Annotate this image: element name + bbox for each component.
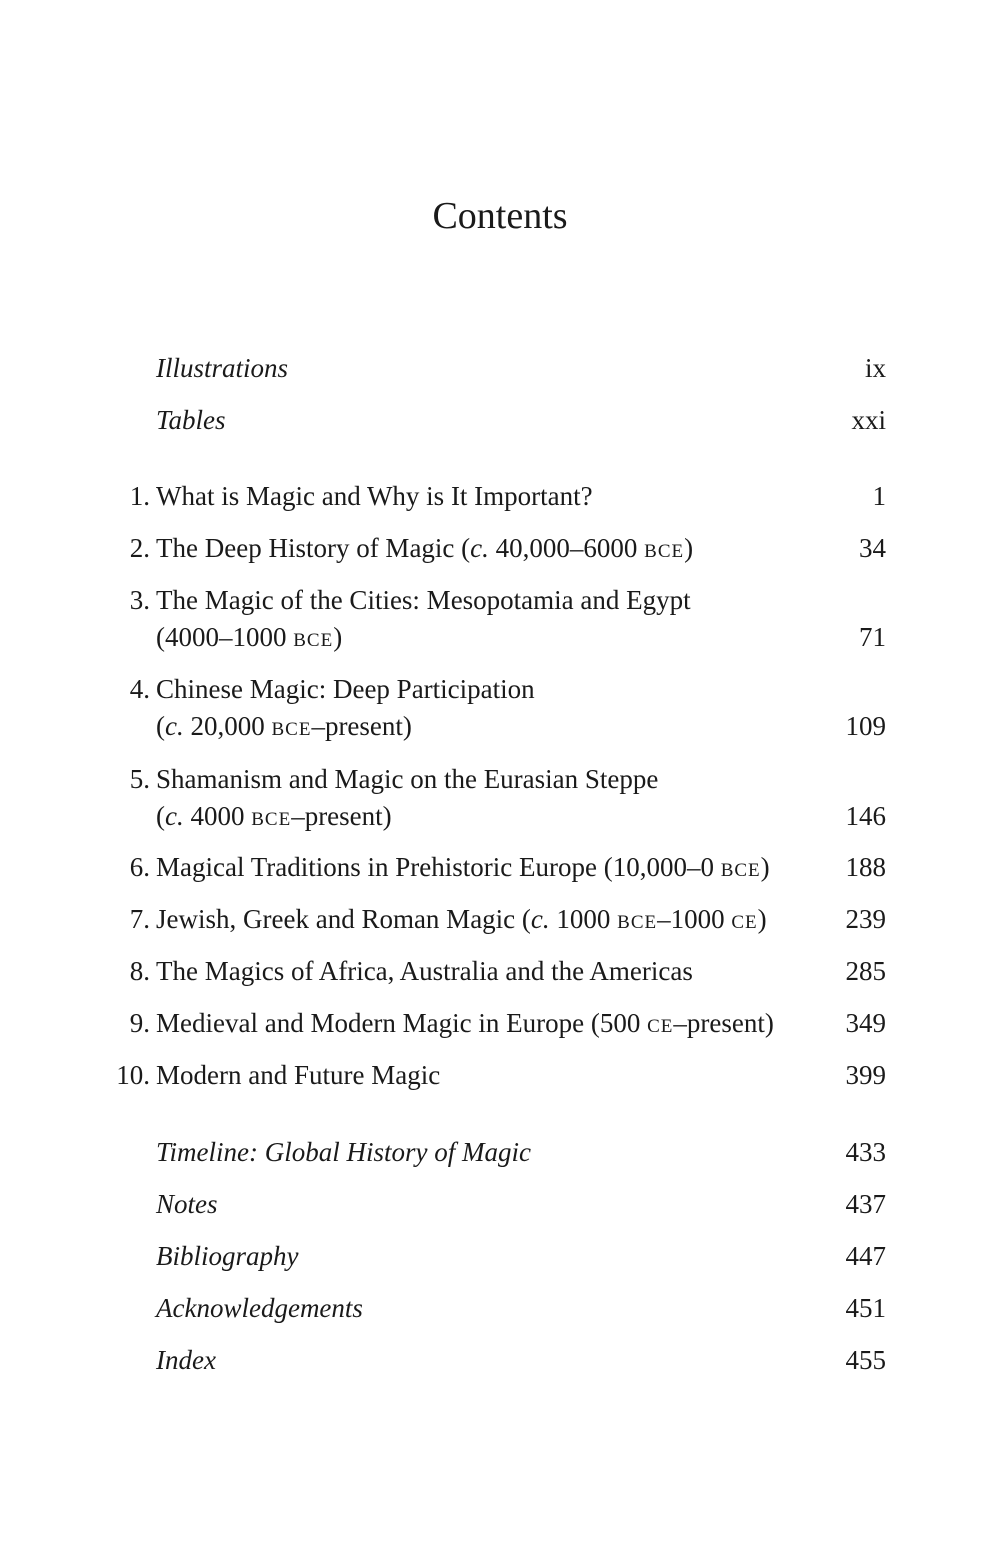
entry-page: 285 [845, 956, 886, 986]
toc-entry-chapter-2[interactable] [0, 528, 1000, 568]
entry-page: xxi [851, 405, 886, 435]
entry-page: 455 [845, 1345, 886, 1375]
entry-page: 399 [845, 1060, 886, 1090]
toc-entry-chapter-9[interactable] [0, 1003, 1000, 1043]
entry-page: 447 [845, 1241, 886, 1271]
entry-page: 433 [845, 1137, 886, 1167]
toc-entry-chapter-8[interactable] [0, 951, 1000, 991]
entry-page: 239 [845, 904, 886, 934]
entry-page: 349 [845, 1008, 886, 1038]
chapter-title: Chinese Magic: Deep Participation [156, 674, 535, 704]
chapter-number: 3. [129, 585, 150, 615]
entry-page: 71 [859, 622, 886, 652]
entry-page: 1 [872, 481, 886, 511]
entry-label: Notes [156, 1189, 218, 1219]
chapter-title-line-2: (4000–1000 BCE) [156, 622, 343, 652]
chapter-number: 8. [129, 956, 150, 986]
chapter-number: 6. [129, 852, 150, 882]
chapter-number: 7. [129, 904, 150, 934]
toc-entry-tables[interactable] [0, 400, 1000, 440]
toc-entry-illustrations[interactable] [0, 348, 1000, 388]
entry-page: 437 [845, 1189, 886, 1219]
entry-label: Tables [156, 405, 226, 435]
entry-label: Bibliography [156, 1241, 299, 1271]
page-title: Contents [432, 195, 568, 237]
toc-entry-chapter-3[interactable] [0, 580, 1000, 660]
chapter-title: The Magic of the Cities: Mesopotamia and Egypt [156, 585, 691, 615]
toc-entry-notes[interactable] [0, 1184, 1000, 1224]
chapter-number: 2. [129, 533, 150, 563]
toc-entry-chapter-10[interactable] [0, 1055, 1000, 1095]
chapter-title: Magical Traditions in Prehistoric Europe (10,000–0 BCE) [156, 852, 770, 882]
chapter-title-line-2: (c. 4000 BCE–present) [156, 801, 392, 831]
chapter-number: 4. [129, 674, 150, 704]
toc-entry-chapter-6[interactable] [0, 847, 1000, 887]
entry-page: ix [864, 353, 886, 383]
chapter-number: 9. [129, 1008, 150, 1038]
toc-entry-chapter-4[interactable] [0, 669, 1000, 749]
toc-entry-acknowledgements[interactable] [0, 1288, 1000, 1328]
chapter-title: Shamanism and Magic on the Eurasian Steppe [156, 764, 659, 794]
toc-entry-chapter-7[interactable] [0, 899, 1000, 939]
chapter-number: 5. [129, 764, 150, 794]
entry-label: Acknowledgements [156, 1293, 363, 1323]
chapter-title: The Deep History of Magic (c. 40,000–6000 BCE) [156, 533, 694, 563]
chapter-title: Jewish, Greek and Roman Magic (c. 1000 BCE–1000 CE) [156, 904, 767, 934]
chapter-title: Medieval and Modern Magic in Europe (500 CE–present) [156, 1008, 774, 1038]
chapter-number: 1. [129, 481, 150, 511]
chapter-title: Modern and Future Magic [156, 1060, 441, 1090]
entry-page: 146 [845, 801, 886, 831]
toc-entry-timeline[interactable] [0, 1132, 1000, 1172]
toc-entry-chapter-1[interactable] [0, 476, 1000, 516]
chapter-title-line-2: (c. 20,000 BCE–present) [156, 711, 412, 741]
chapter-number: 10. [116, 1060, 150, 1090]
entry-label: Index [156, 1345, 216, 1375]
entry-page: 451 [845, 1293, 886, 1323]
entry-page: 34 [859, 533, 886, 563]
chapter-title: What is Magic and Why is It Important? [156, 481, 593, 511]
toc-entry-index[interactable] [0, 1340, 1000, 1380]
entry-label: Timeline: Global History of Magic [156, 1137, 531, 1167]
toc-entry-bibliography[interactable] [0, 1236, 1000, 1276]
toc-entry-chapter-5[interactable] [0, 759, 1000, 839]
entry-page: 109 [845, 711, 886, 741]
chapter-title: The Magics of Africa, Australia and the Americas [156, 956, 693, 986]
entry-page: 188 [845, 852, 886, 882]
entry-label: Illustrations [156, 353, 289, 383]
